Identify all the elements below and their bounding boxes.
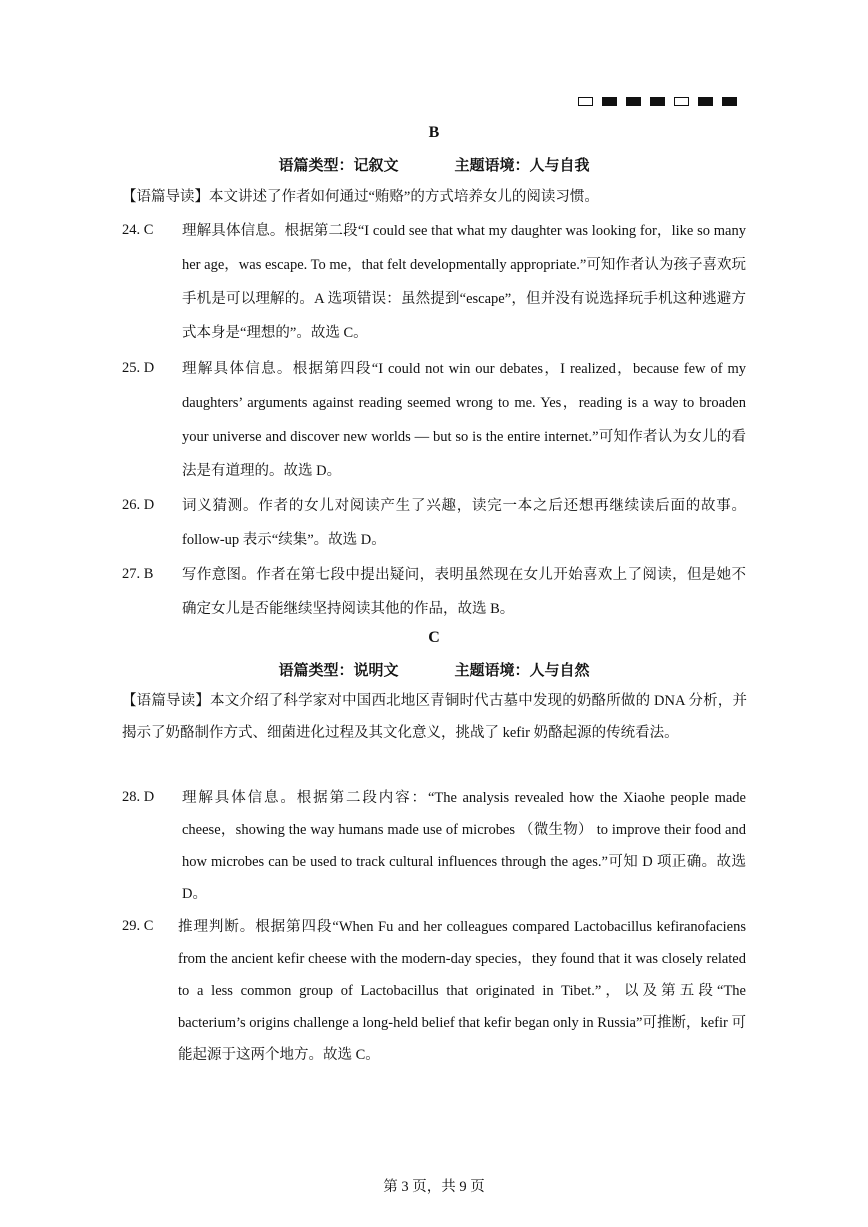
- open-square-mark: [674, 97, 689, 106]
- filled-square-mark: [602, 97, 617, 106]
- answer-explanation: 理解具体信息。根据第四段“I could not win our debates，I realized，because few of my daughters’ arguments against reading seemed wrong to me. Yes，reading is a way to broaden your universe and discover new worlds — but so is the entire internet.”可知作者认为女儿的看法是有道理的。故选 D。: [182, 361, 746, 479]
- exam-code-marks: [578, 97, 737, 106]
- question-number: 27. B: [122, 566, 154, 582]
- section-b-meta: [0, 154, 868, 175]
- answer-explanation: 推理判断。根据第四段“When Fu and her colleagues compared Lactobacillus kefiranofaciens from the ancient kefir cheese with the modern-day species，they found that it was closely related to a less common group of Lactobacillus that originated in Tibet.”，以及第五段“The bacterium’s origins challenge a long-held belief that kefir began only in Russia”可推断，kefir 可能起源于这两个地方。故选 C。: [178, 919, 746, 1063]
- section-c-theme: 主题语境：人与自然: [454, 661, 590, 679]
- section-c-meta: [0, 659, 868, 680]
- answer-explanation: 理解具体信息。根据第二段内容：“The analysis revealed how the Xiaohe people made cheese，showing the way humans made use of microbes （微生物） to improve their food and how microbes can be used to track cultural influences through the ages.”可知 D 项正确。故选 D。: [182, 790, 746, 902]
- section-b-guide: 【语篇导读】本文讲述了作者如何通过“贿赂”的方式培养女儿的阅读习惯。: [122, 189, 599, 205]
- answer-explanation: 写作意图。作者在第七段中提出疑问，表明虽然现在女儿开始喜欢上了阅读，但是她不确定女儿是否能继续坚持阅读其他的作品，故选 B。: [182, 567, 746, 617]
- page-footer: 第 3 页，共 9 页: [383, 1179, 485, 1195]
- section-c-heading: C: [428, 629, 440, 646]
- question-number: 25. D: [122, 360, 155, 376]
- filled-square-mark: [650, 97, 665, 106]
- question-number: 28. D: [122, 789, 155, 805]
- filled-square-mark: [722, 97, 737, 106]
- question-number: 29. C: [122, 918, 154, 934]
- answer-explanation: 词义猜测。作者的女儿对阅读产生了兴趣，读完一本之后还想再继续读后面的故事。follow-up 表示“续集”。故选 D。: [182, 498, 746, 548]
- filled-square-mark: [698, 97, 713, 106]
- section-c-genre: 语篇类型：说明文: [278, 661, 399, 679]
- question-number: 24. C: [122, 222, 154, 238]
- section-b-theme: 主题语境：人与自我: [454, 156, 590, 174]
- answer-explanation: 理解具体信息。根据第二段“I could see that what my daughter was looking for，like so many her age，was escape. To me，that felt developmentally appropriate.”可知作者认为孩子喜欢玩手机是可以理解的。A 选项错误：虽然提到“escape”，但并没有说选择玩手机这种逃避方式本身是“理想的”。故选 C。: [182, 223, 746, 341]
- section-b-genre: 语篇类型：记叙文: [278, 156, 399, 174]
- section-c-guide: 【语篇导读】本文介绍了科学家对中国西北地区青铜时代古墓中发现的奶酪所做的 DNA 分析，并揭示了奶酪制作方式、细菌进化过程及其文化意义，挑战了 kefir 奶酪起源的传统看法。: [122, 693, 747, 741]
- question-number: 26. D: [122, 497, 155, 513]
- filled-square-mark: [626, 97, 641, 106]
- open-square-mark: [578, 97, 593, 106]
- section-b-heading: B: [428, 124, 440, 141]
